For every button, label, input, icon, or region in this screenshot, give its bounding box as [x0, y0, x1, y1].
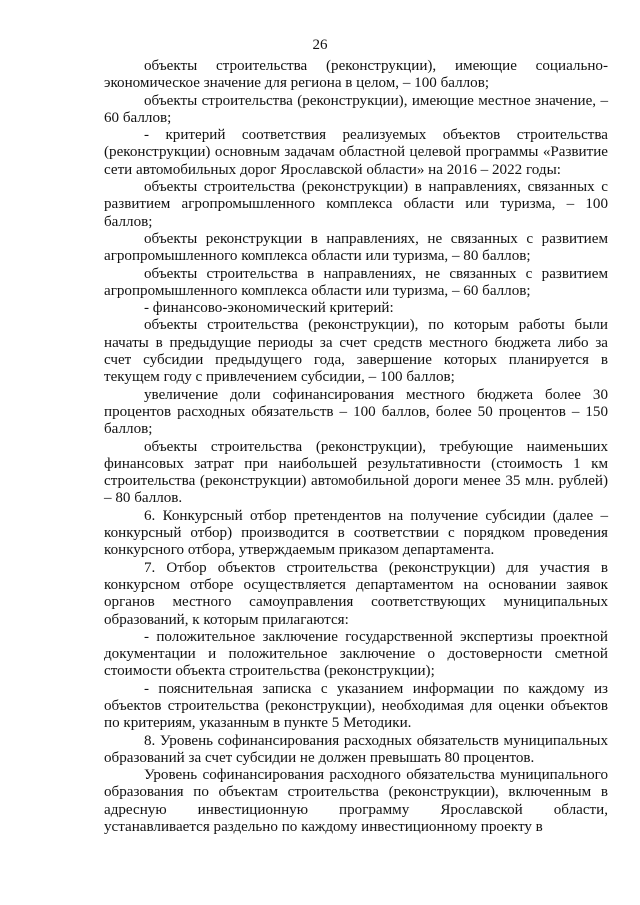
paragraph: объекты строительства (реконструкции), по которым работы были начаты в предыдущие периоды за счет средств местного бюджета либо за счет субсидии предыдущего года, завершение которых планируется в текущем году с привлечением субсидии, – 100 баллов; — [104, 317, 608, 386]
paragraph: Уровень софинансирования расходного обязательства муниципального образования по объектам строительства (реконструкции), включенным в адресную инвестиционную программу Ярославской области, устанавливается раздельно по каждому инвестиционному проекту в — [104, 767, 608, 836]
paragraph: - пояснительная записка с указанием информации по каждому из объектов строительства (реконструкции), необходимая для оценки объектов по критериям, указанным в пункте 5 Методики. — [104, 680, 608, 732]
paragraph: объекты строительства в направлениях, не связанных с развитием агропромышленного комплекса области или туризма, – 60 баллов; — [104, 265, 608, 299]
document-body — [104, 58, 608, 836]
paragraph: объекты строительства (реконструкции), требующие наименьших финансовых затрат при наибольшей результативности (стоимость 1 км строительства (реконструкции) автомобильной дороги менее 35 млн. рублей) – 80 баллов. — [104, 438, 608, 507]
paragraph: объекты реконструкции в направлениях, не связанных с развитием агропромышленного комплекса области или туризма, – 80 баллов; — [104, 230, 608, 265]
paragraph: 8. Уровень софинансирования расходных обязательств муниципальных образований за счет субсидии не должен превышать 80 процентов. — [104, 732, 608, 766]
paragraph: 7. Отбор объектов строительства (реконструкции) для участия в конкурсном отборе осуществляется департаментом на основании заявок органов местного самоуправления соответствующих муниципальных образований, к которым прилагаются: — [104, 559, 608, 628]
paragraph: - финансово-экономический критерий: — [144, 300, 394, 317]
paragraph: объекты строительства (реконструкции) в направлениях, связанных с развитием агропромышленного комплекса области или туризма, – 100 баллов; — [104, 179, 608, 230]
page-number: 26 — [312, 37, 328, 53]
paragraph: объекты строительства (реконструкции), имеющие местное значение, – 60 баллов; — [104, 92, 608, 126]
paragraph: - положительное заключение государственной экспертизы проектной документации и положительное заключение о достоверности сметной стоимости объекта строительства (реконструкции); — [104, 628, 608, 680]
paragraph: объекты строительства (реконструкции), имеющие социально-экономическое значение для региона в целом, – 100 баллов; — [104, 58, 608, 92]
paragraph: - критерий соответствия реализуемых объектов строительства (реконструкции) основным задачам областной целевой программы «Развитие сети автомобильных дорог Ярославской области» на 2016 – 2022 годы: — [104, 127, 608, 178]
paragraph: увеличение доли софинансирования местного бюджета более 30 процентов расходных обязательств – 100 баллов, более 50 процентов – 150 баллов; — [104, 386, 608, 438]
paragraph: 6. Конкурсный отбор претендентов на получение субсидии (далее – конкурсный отбор) производится в соответствии с порядком проведения конкурсного отбора, утверждаемым приказом департамента. — [104, 507, 608, 559]
